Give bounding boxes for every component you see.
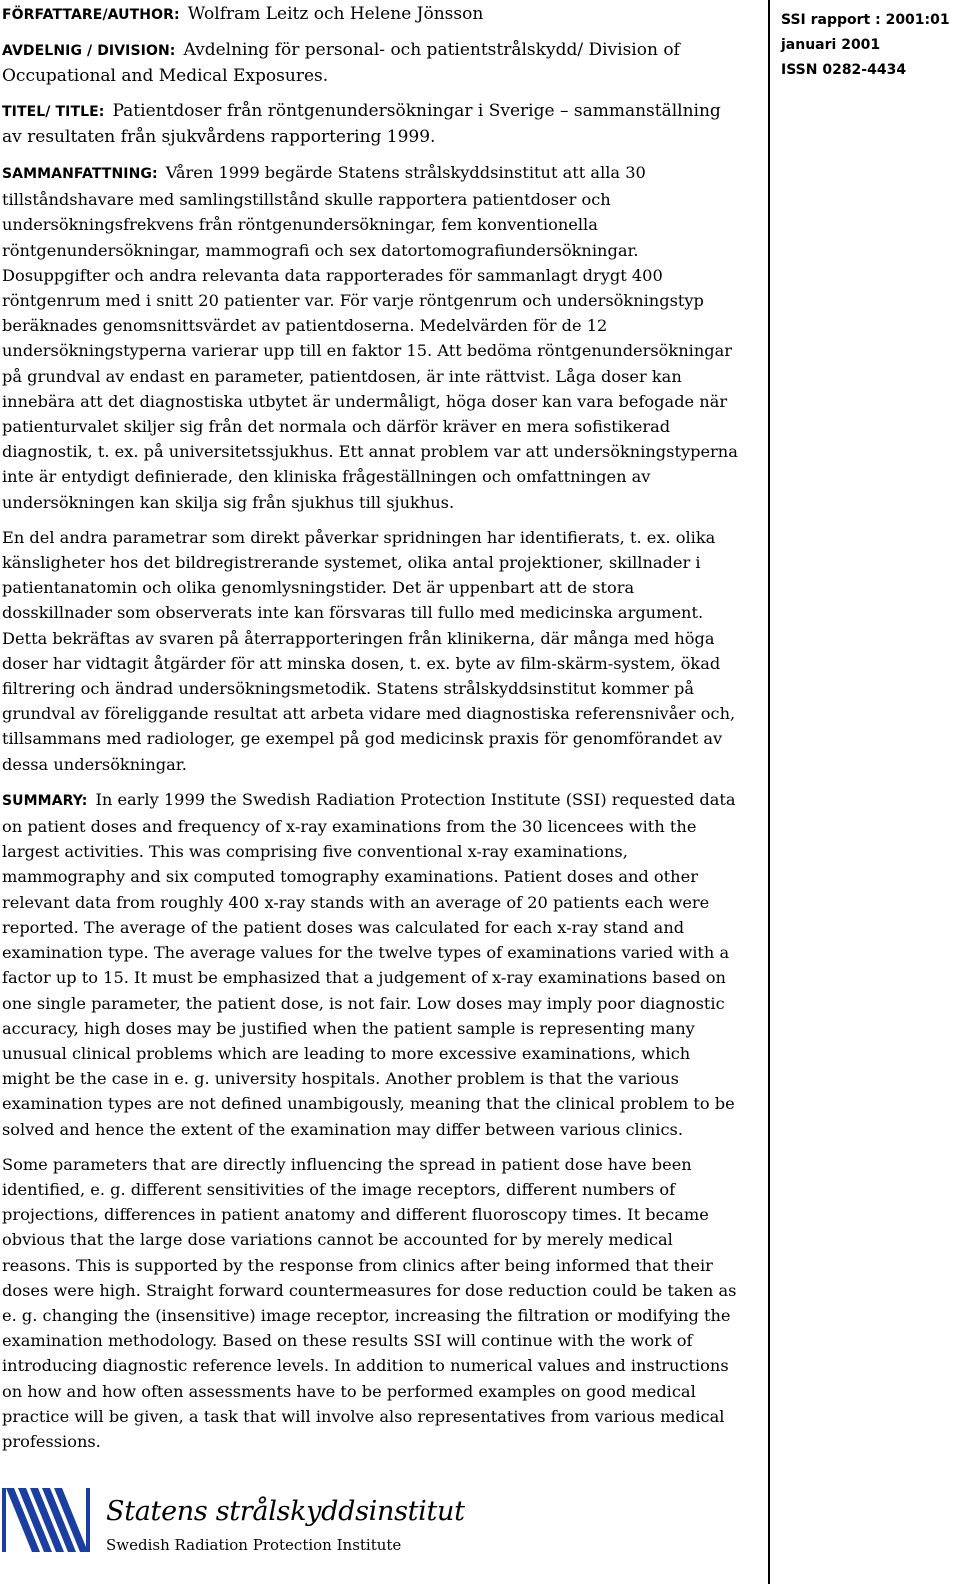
author-line: [2, 2, 742, 28]
report-info-sidebar: [781, 8, 950, 83]
report-issn: ISSN 0282-4434: [781, 62, 907, 78]
sammanfattning-paragraph-1: [2, 160, 742, 515]
sammanfattning-label: SAMMANFATTNING:: [2, 166, 158, 182]
division-value: Avdelning för personal- och patientstrålskydd/ Division of Occupational and Medical Exposures.: [2, 40, 680, 86]
institute-subtitle: Swedish Radiation Protection Institute: [106, 1536, 402, 1554]
vertical-divider: [768, 0, 770, 1584]
division-label: AVDELNIG / DIVISION:: [2, 43, 176, 59]
summary-text-1: In early 1999 the Swedish Radiation Protection Institute (SSI) requested data on patient doses and frequency of x-ray examinations from the 30 licencees with the largest activities. This was comprising five conventional x-ray examinations, mammography and six computed tomography examinations. Patient doses and other relevant data from roughly 400 x-ray stands with an average of 20 patients each were reported. The average of the patient doses was calculated for each x-ray stand and examination type. The average values for the twelve types of examinations varied with a factor up to 15. It must be emphasized that a judgement of x-ray examinations based on one single parameter, the patient dose, is not fair. Low doses may imply poor diagnostic accuracy, high doses may be justified when the patient sample is representing many unusual clinical problems which are leading to more excessive examinations, which might be the case in e. g. university hospitals. Another problem is that the various examination types are not defined unambigously, meaning that the clinical problem to be solved and hence the extent of the examination may differ between various clinics.: [2, 789, 736, 1139]
title-value: Patientdoser från röntgenundersökningar i Sverige – sammanställning av resultaten från sjukvårdens rapportering 1999.: [2, 101, 721, 147]
sammanfattning-text-1: Våren 1999 begärde Statens strålskyddsinstitut att alla 30 tillståndshavare med samlingstillstånd skulle rapportera patientdoser och undersökningsfrekvens från röntgenundersökningar, fem konventionella röntgenundersökningar, mammografi och sex datortomografiundersökningar. Dosuppgifter och andra relevanta data rapporterades för sammanlagt drygt 400 röntgenrum med i snitt 20 patienter var. För varje röntgenrum och undersökningstyp beräknades genomsnittsvärdet av patientdoserna. Medelvärden för de 12 undersökningstyperna varierar upp till en faktor 15. Att bedöma röntgenundersökningar på grundval av endast en parameter, patientdosen, är inte rättvist. Låga doser kan innebära att det diagnostiska utbytet är undermåligt, höga doser kan vara befogade när patienturvalet skiljer sig från det normala och därför kräver en mera sofistikerad diagnostik, t. ex. på universitetssjukhus. Ett annat problem var att undersökningstyperna inte är entydigt definierade, den kliniska frågeställningen och omfattningen av undersökningen kan skilja sig från sjukhus till sjukhus.: [2, 163, 738, 512]
report-number: SSI rapport : 2001:01: [781, 12, 950, 28]
author-value: Wolfram Leitz och Helene Jönsson: [187, 4, 484, 24]
sammanfattning-paragraph-2: En del andra parametrar som direkt påverkar spridningen har identifierats, t. ex. olika känsligheter hos det bildregistrerande systemet, olika antal projektioner, skillnader i patientanatomin och olika genomlysningstider. Det är uppenbart att de stora dosskillnader som observerats inte kan försvaras till fullo med medicinska argument. Detta bekräftas av svaren på återrapporteringen från klinikerna, där många med höga doser har vidtagit åtgärder för att minska dosen, t. ex. byte av film-skärm-system, ökad filtrering och ändrad undersökningsmetodik. Statens strålskyddsinstitut kommer på grundval av föreliggande resultat att arbeta vidare med diagnostiska referensnivåer och, tillsammans med radiologer, ge exempel på god medicinsk praxis för genomförandet av dessa undersökningar.: [2, 527, 736, 774]
title-line: [2, 99, 742, 150]
institute-name: Statens strålskyddsinstitut: [106, 1496, 465, 1527]
report-date: januari 2001: [781, 37, 881, 53]
summary-paragraph-2: Some parameters that are directly influencing the spread in patient dose have been identified, e. g. different sensitivities of the image receptors, different numbers of projections, differences in patient anatomy and different fluoroscopy times. It became obvious that the large dose variations cannot be accounted for by merely medical reasons. This is supported by the response from clinics after being informed that their doses were high. Straight forward countermeasures for dose reduction could be taken as e. g. changing the (insensitive) image receptor, increasing the filtration or modifying the examination methodology. Based on these results SSI will continue with the work of introducing diagnostic reference levels. In addition to numerical values and instructions on how and how often assessments have to be performed examples on good medical practice will be given, a task that will involve also representatives from various medical professions.: [2, 1154, 737, 1451]
ssi-logo: [2, 1488, 465, 1568]
report-abstract: [2, 2, 742, 1464]
summary-paragraph-1: [2, 787, 742, 1142]
division-line: [2, 38, 742, 89]
title-label: TITEL/ TITLE:: [2, 104, 105, 120]
ssi-logo-icon: [2, 1488, 90, 1552]
author-label: FÖRFATTARE/AUTHOR:: [2, 7, 180, 23]
summary-label: SUMMARY:: [2, 792, 88, 809]
